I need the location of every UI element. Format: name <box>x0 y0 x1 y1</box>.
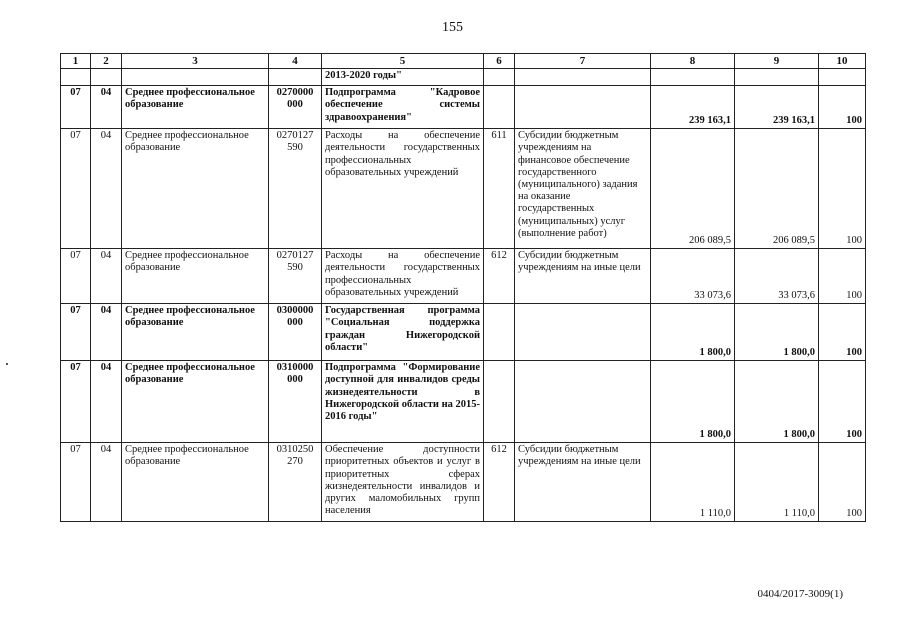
article-name-cell: Расходы на обеспечение деятельности государственных профессиональных образовательных учреждений <box>322 249 484 304</box>
target-article-code-cell: 0310250 270 <box>269 443 322 522</box>
approved-amount-cell: 1 800,0 <box>651 361 735 443</box>
section-name-cell: Среднее профессиональное образование <box>122 304 269 361</box>
section-code-cell: 07 <box>61 86 91 129</box>
expense-type-code-cell: 612 <box>484 249 515 304</box>
expense-type-code-cell: 611 <box>484 129 515 249</box>
execution-percent-cell: 100 <box>819 443 866 522</box>
expense-type-name-cell: Субсидии бюджетным учреждениям на иные цели <box>515 443 651 522</box>
subsection-code-cell: 04 <box>91 304 122 361</box>
expense-type-code-cell <box>484 304 515 361</box>
expense-type-name-cell <box>515 304 651 361</box>
page-number: 155 <box>442 20 463 35</box>
subsection-code-cell: 04 <box>91 249 122 304</box>
target-article-code-cell: 0270127 590 <box>269 249 322 304</box>
header-cell: 1 <box>61 54 91 69</box>
executed-amount-cell: 206 089,5 <box>735 129 819 249</box>
section-code-cell: 07 <box>61 249 91 304</box>
expense-type-name-cell <box>515 361 651 443</box>
subsection-code-cell: 04 <box>91 129 122 249</box>
executed-amount-cell: 1 800,0 <box>735 361 819 443</box>
table-row <box>61 129 866 249</box>
expense-type-name-cell <box>515 69 651 86</box>
approved-amount-cell: 239 163,1 <box>651 86 735 129</box>
expense-type-code-cell <box>484 361 515 443</box>
table-row <box>61 304 866 361</box>
table-row <box>61 69 866 86</box>
header-cell: 5 <box>322 54 484 69</box>
article-name-cell: Расходы на обеспечение деятельности государственных профессиональных образовательных учреждений <box>322 129 484 249</box>
target-article-code-cell: 0270127 590 <box>269 129 322 249</box>
section-code-cell <box>61 69 91 86</box>
approved-amount-cell: 33 073,6 <box>651 249 735 304</box>
approved-amount-cell: 206 089,5 <box>651 129 735 249</box>
budget-table <box>60 53 866 522</box>
article-name-cell: Подпрограмма "Формирование доступной для инвалидов среды жизнедеятельности в Нижегородской области на 2015-2016 годы" <box>322 361 484 443</box>
target-article-code-cell <box>269 69 322 86</box>
article-name-cell: 2013-2020 годы" <box>322 69 484 86</box>
header-cell: 9 <box>735 54 819 69</box>
scan-margin-mark <box>6 363 8 365</box>
executed-amount-cell: 1 110,0 <box>735 443 819 522</box>
expense-type-name-cell: Субсидии бюджетным учреждениям на иные цели <box>515 249 651 304</box>
section-name-cell: Среднее профессиональное образование <box>122 249 269 304</box>
execution-percent-cell <box>819 69 866 86</box>
document-code: 0404/2017-3009(1) <box>757 588 843 600</box>
section-code-cell: 07 <box>61 304 91 361</box>
expense-type-name-cell: Субсидии бюджетным учреждениям на финансовое обеспечение государственного (муниципального) задания на оказание государственных (муниципальных) услуг (выполнение работ) <box>515 129 651 249</box>
target-article-code-cell: 0300000 000 <box>269 304 322 361</box>
subsection-code-cell: 04 <box>91 361 122 443</box>
execution-percent-cell: 100 <box>819 86 866 129</box>
table-row <box>61 86 866 129</box>
table-row <box>61 249 866 304</box>
header-cell: 4 <box>269 54 322 69</box>
execution-percent-cell: 100 <box>819 129 866 249</box>
expense-type-code-cell <box>484 69 515 86</box>
execution-percent-cell: 100 <box>819 361 866 443</box>
header-cell: 7 <box>515 54 651 69</box>
target-article-code-cell: 0310000 000 <box>269 361 322 443</box>
header-cell: 2 <box>91 54 122 69</box>
table-row <box>61 361 866 443</box>
execution-percent-cell: 100 <box>819 249 866 304</box>
execution-percent-cell: 100 <box>819 304 866 361</box>
header-cell: 6 <box>484 54 515 69</box>
subsection-code-cell: 04 <box>91 86 122 129</box>
table-header-row <box>61 54 866 69</box>
executed-amount-cell <box>735 69 819 86</box>
section-code-cell: 07 <box>61 129 91 249</box>
subsection-code-cell: 04 <box>91 443 122 522</box>
header-cell: 10 <box>819 54 866 69</box>
section-name-cell: Среднее профессиональное образование <box>122 86 269 129</box>
article-name-cell: Государственная программа "Социальная поддержка граждан Нижегородской области" <box>322 304 484 361</box>
header-cell: 3 <box>122 54 269 69</box>
approved-amount-cell <box>651 69 735 86</box>
section-code-cell: 07 <box>61 361 91 443</box>
executed-amount-cell: 33 073,6 <box>735 249 819 304</box>
approved-amount-cell: 1 110,0 <box>651 443 735 522</box>
expense-type-code-cell: 612 <box>484 443 515 522</box>
expense-type-code-cell <box>484 86 515 129</box>
executed-amount-cell: 1 800,0 <box>735 304 819 361</box>
executed-amount-cell: 239 163,1 <box>735 86 819 129</box>
section-name-cell: Среднее профессиональное образование <box>122 443 269 522</box>
section-code-cell: 07 <box>61 443 91 522</box>
section-name-cell: Среднее профессиональное образование <box>122 129 269 249</box>
article-name-cell: Обеспечение доступности приоритетных объектов и услуг в приоритетных сферах жизнедеятельности инвалидов и других маломобильных групп населения <box>322 443 484 522</box>
target-article-code-cell: 0270000 000 <box>269 86 322 129</box>
table-row <box>61 443 866 522</box>
article-name-cell: Подпрограмма "Кадровое обеспечение системы здравоохранения" <box>322 86 484 129</box>
header-cell: 8 <box>651 54 735 69</box>
section-name-cell <box>122 69 269 86</box>
approved-amount-cell: 1 800,0 <box>651 304 735 361</box>
section-name-cell: Среднее профессиональное образование <box>122 361 269 443</box>
expense-type-name-cell <box>515 86 651 129</box>
subsection-code-cell <box>91 69 122 86</box>
